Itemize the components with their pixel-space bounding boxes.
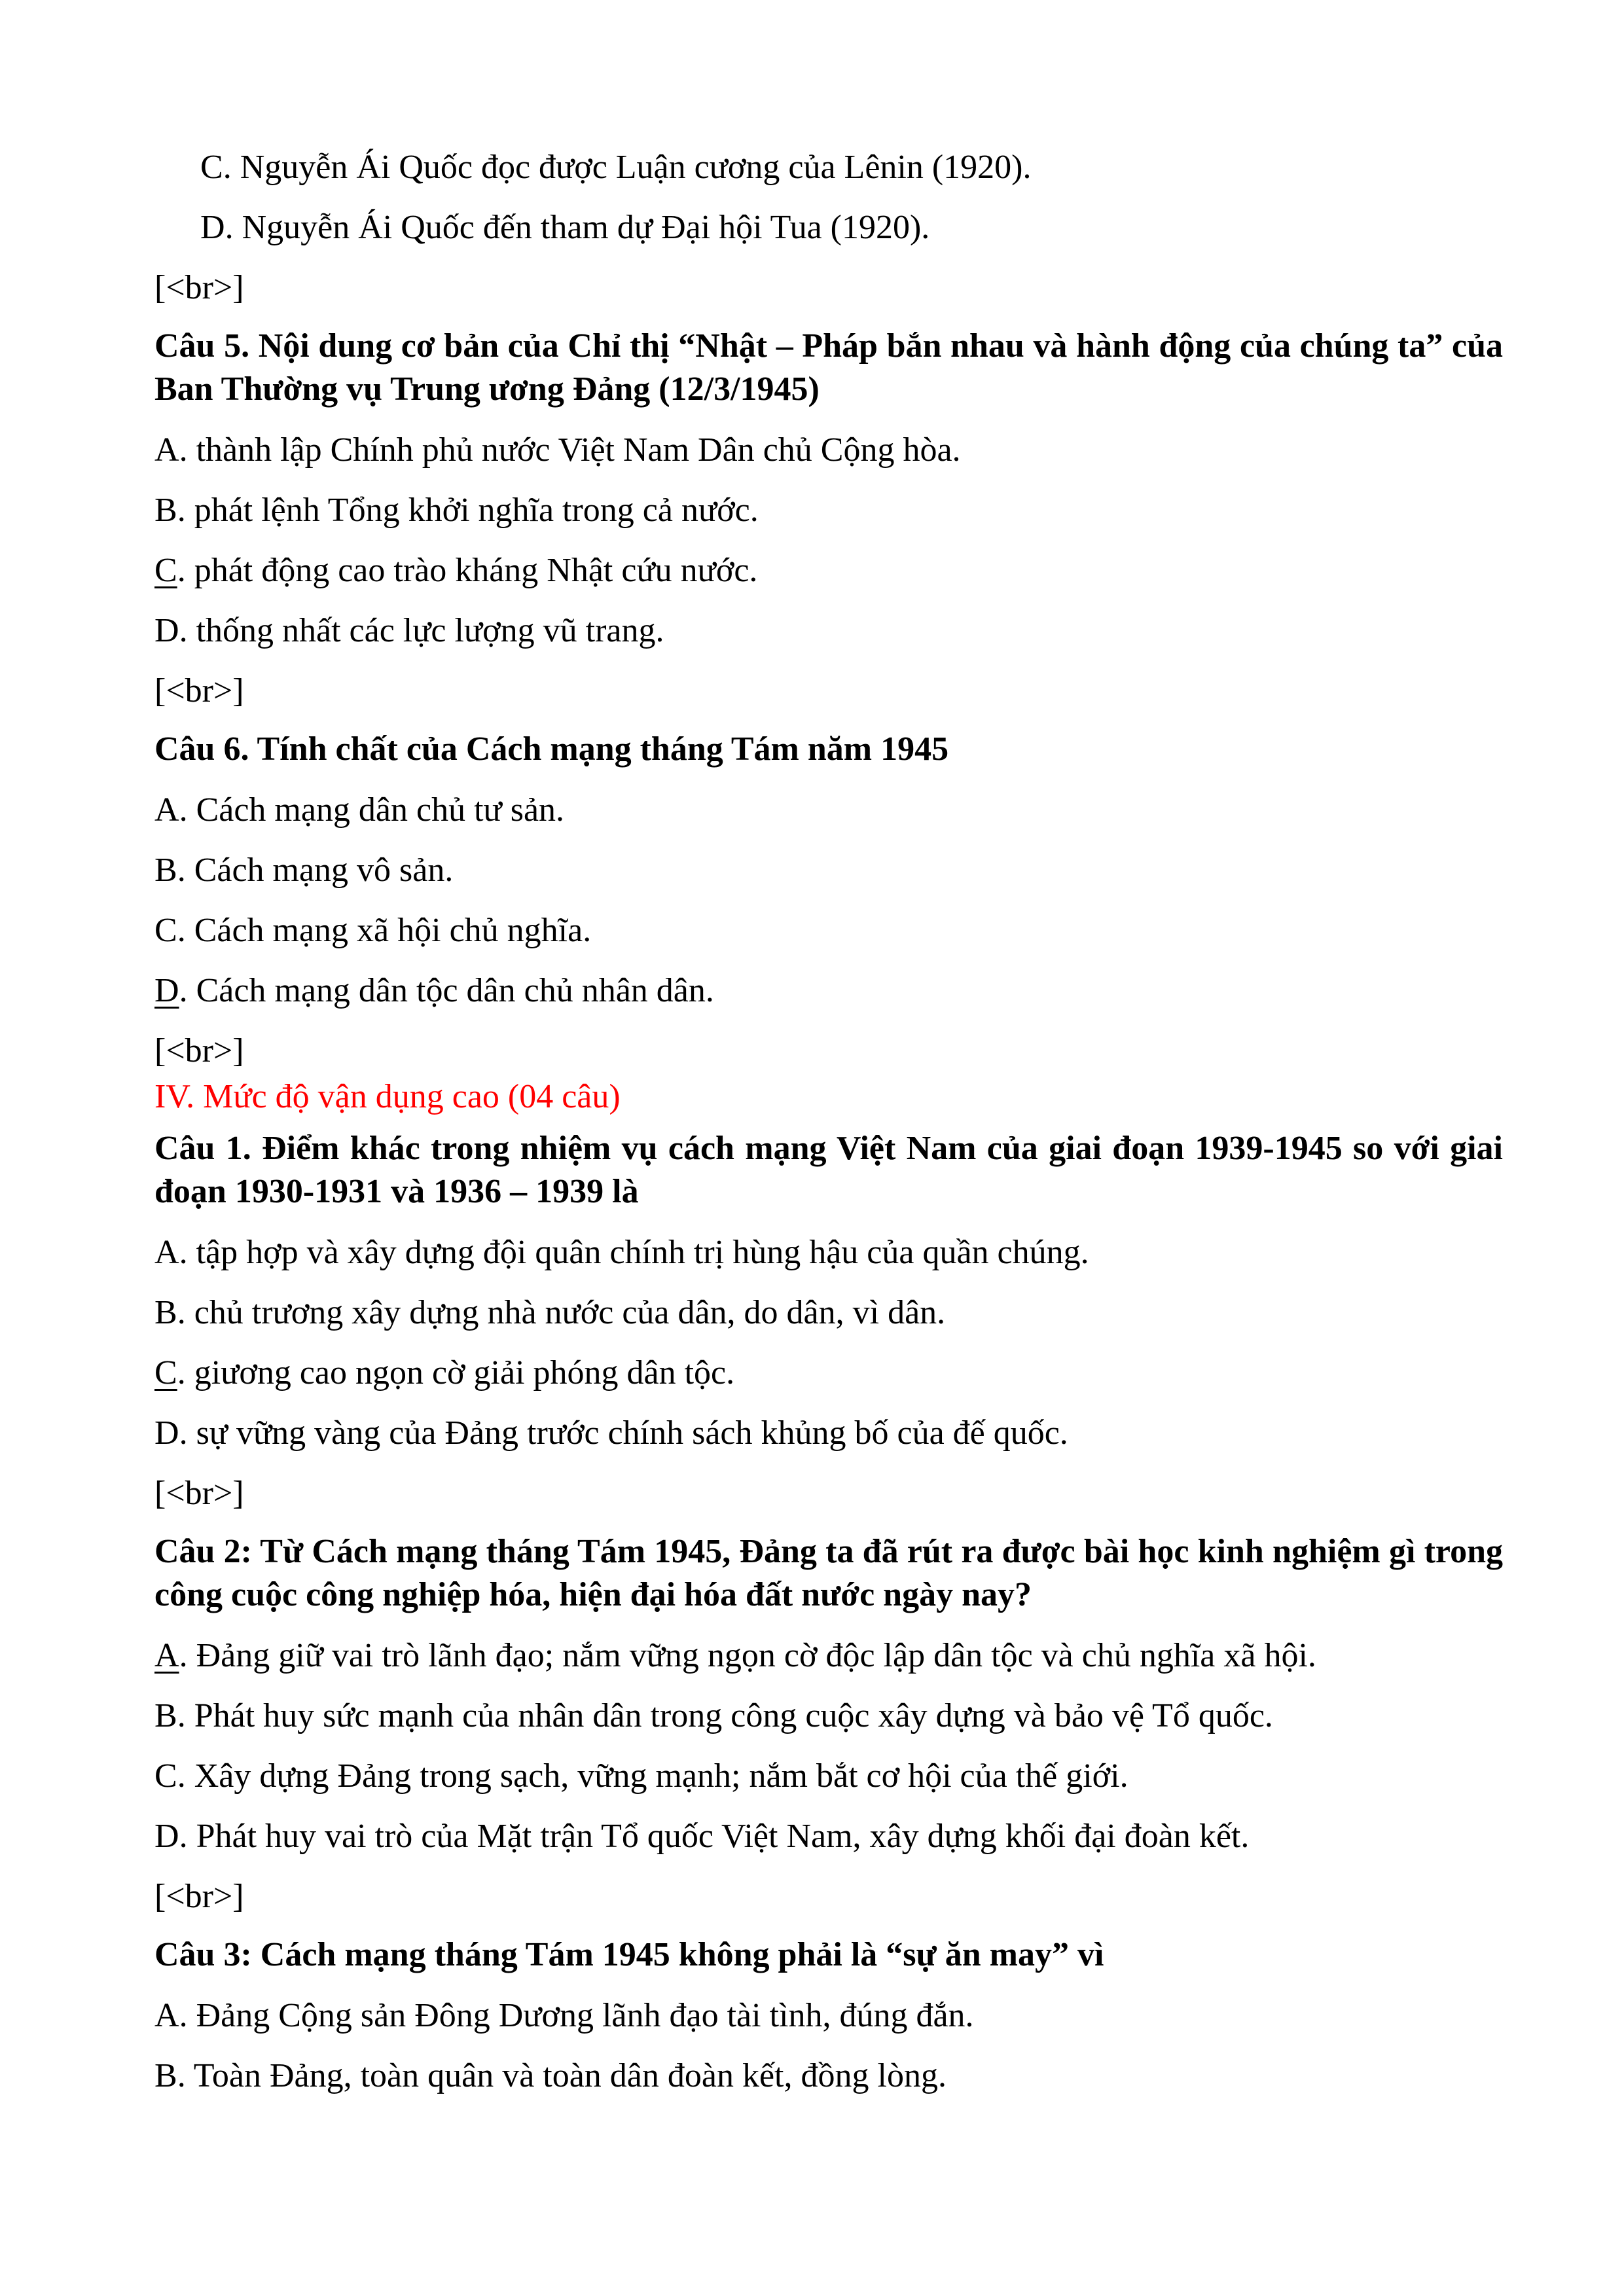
option-letter: B xyxy=(154,852,177,889)
option-a xyxy=(154,420,1503,480)
correct-answer-letter: C xyxy=(154,1354,177,1391)
section-heading: IV. Mức độ vận dụng cao (04 câu) xyxy=(154,1078,621,1115)
option-d xyxy=(154,198,1503,258)
option-letter: C xyxy=(154,1757,177,1795)
option-b xyxy=(154,480,1503,541)
option-letter: A xyxy=(154,431,179,469)
option-d xyxy=(154,601,1503,661)
option-d xyxy=(154,1403,1503,1463)
option-text: . Cách mạng dân chủ tư sản. xyxy=(179,791,565,829)
option-text: . Cách mạng vô sản. xyxy=(177,852,454,889)
option-text: . tập hợp và xây dựng đội quân chính trị hùng hậu của quần chúng. xyxy=(179,1234,1089,1271)
question-1-title: Câu 1. Điểm khác trong nhiệm vụ cách mạng Việt Nam của giai đoạn 1939-1945 so với giai đoạn 1930-1931 và 1936 – 1939 là xyxy=(154,1130,1503,1210)
option-letter: B xyxy=(154,1294,177,1331)
option-a xyxy=(154,780,1503,840)
option-text: . Phát huy vai trò của Mặt trận Tổ quốc Việt Nam, xây dựng khối đại đoàn kết. xyxy=(179,1818,1250,1855)
option-text: . Cách mạng xã hội chủ nghĩa. xyxy=(177,912,592,949)
option-letter: C xyxy=(200,149,223,186)
correct-answer-letter: C xyxy=(154,552,177,589)
question-2-title: Câu 2: Từ Cách mạng tháng Tám 1945, Đảng ta đã rút ra được bài học kinh nghiệm gì trong công cuộc công nghiệp hóa, hiện đại hóa đất nước ngày nay? xyxy=(154,1533,1503,1613)
option-letter: D xyxy=(154,1414,179,1452)
question-5-title: Câu 5. Nội dung cơ bản của Chỉ thị “Nhật – Pháp bắn nhau và hành động của chúng ta” của Ban Thường vụ Trung ương Đảng (12/3/1945) xyxy=(154,327,1503,408)
question-6-title: Câu 6. Tính chất của Cách mạng tháng Tám năm 1945 xyxy=(154,730,949,768)
option-c-correct xyxy=(154,1343,1503,1403)
option-text: . Nguyễn Ái Quốc đọc được Luận cương của Lênin (1920). xyxy=(223,149,1032,186)
option-text: . thành lập Chính phủ nước Việt Nam Dân chủ Cộng hòa. xyxy=(179,431,961,469)
option-b xyxy=(154,1283,1503,1343)
option-b xyxy=(154,840,1503,901)
option-letter: D xyxy=(154,1818,179,1855)
option-text: . phát động cao trào kháng Nhật cứu nước. xyxy=(177,552,758,589)
option-text: . Toàn Đảng, toàn quân và toàn dân đoàn kết, đồng lòng. xyxy=(177,2057,947,2094)
option-text: . phát lệnh Tổng khởi nghĩa trong cả nước. xyxy=(177,492,759,529)
correct-answer-letter: D xyxy=(154,972,179,1009)
option-text: . giương cao ngọn cờ giải phóng dân tộc. xyxy=(177,1354,735,1391)
option-c xyxy=(154,901,1503,961)
option-letter: D xyxy=(154,612,179,649)
option-d xyxy=(154,1806,1503,1867)
correct-answer-letter: A xyxy=(154,1637,179,1674)
option-a-correct xyxy=(154,1626,1503,1686)
separator: [<br>] xyxy=(154,672,244,709)
option-a xyxy=(154,1223,1503,1283)
option-text: . Đảng Cộng sản Đông Dương lãnh đạo tài tình, đúng đắn. xyxy=(179,1997,974,2034)
option-letter: B xyxy=(154,492,177,529)
option-d-correct xyxy=(154,961,1503,1021)
option-text: . thống nhất các lực lượng vũ trang. xyxy=(179,612,664,649)
option-letter: A xyxy=(154,1234,179,1271)
option-text: . sự vững vàng của Đảng trước chính sách khủng bố của đế quốc. xyxy=(179,1414,1068,1452)
option-letter: A xyxy=(154,791,179,829)
option-letter: B xyxy=(154,2057,177,2094)
option-c-correct xyxy=(154,541,1503,601)
option-text: . Cách mạng dân tộc dân chủ nhân dân. xyxy=(179,972,714,1009)
option-b xyxy=(154,2046,1503,2106)
document-page xyxy=(154,137,1503,2106)
question-3-title: Câu 3: Cách mạng tháng Tám 1945 không phải là “sự ăn may” vì xyxy=(154,1936,1104,1973)
option-text: . Đảng giữ vai trò lãnh đạo; nắm vững ngọn cờ độc lập dân tộc và chủ nghĩa xã hội. xyxy=(179,1637,1316,1674)
option-text: . chủ trương xây dựng nhà nước của dân, do dân, vì dân. xyxy=(177,1294,946,1331)
separator: [<br>] xyxy=(154,1475,244,1512)
option-letter: C xyxy=(154,912,177,949)
option-letter: A xyxy=(154,1997,179,2034)
option-a xyxy=(154,1986,1503,2046)
separator: [<br>] xyxy=(154,1032,244,1069)
option-text: . Phát huy sức mạnh của nhân dân trong công cuộc xây dựng và bảo vệ Tổ quốc. xyxy=(177,1697,1273,1734)
separator: [<br>] xyxy=(154,269,244,306)
option-b xyxy=(154,1686,1503,1746)
option-letter: D xyxy=(200,209,225,246)
option-text: . Xây dựng Đảng trong sạch, vững mạnh; nắm bắt cơ hội của thế giới. xyxy=(177,1757,1128,1795)
option-c xyxy=(154,1746,1503,1806)
option-text: . Nguyễn Ái Quốc đến tham dự Đại hội Tua (1920). xyxy=(225,209,930,246)
option-letter: B xyxy=(154,1697,177,1734)
separator: [<br>] xyxy=(154,1878,244,1915)
option-c xyxy=(154,137,1503,198)
